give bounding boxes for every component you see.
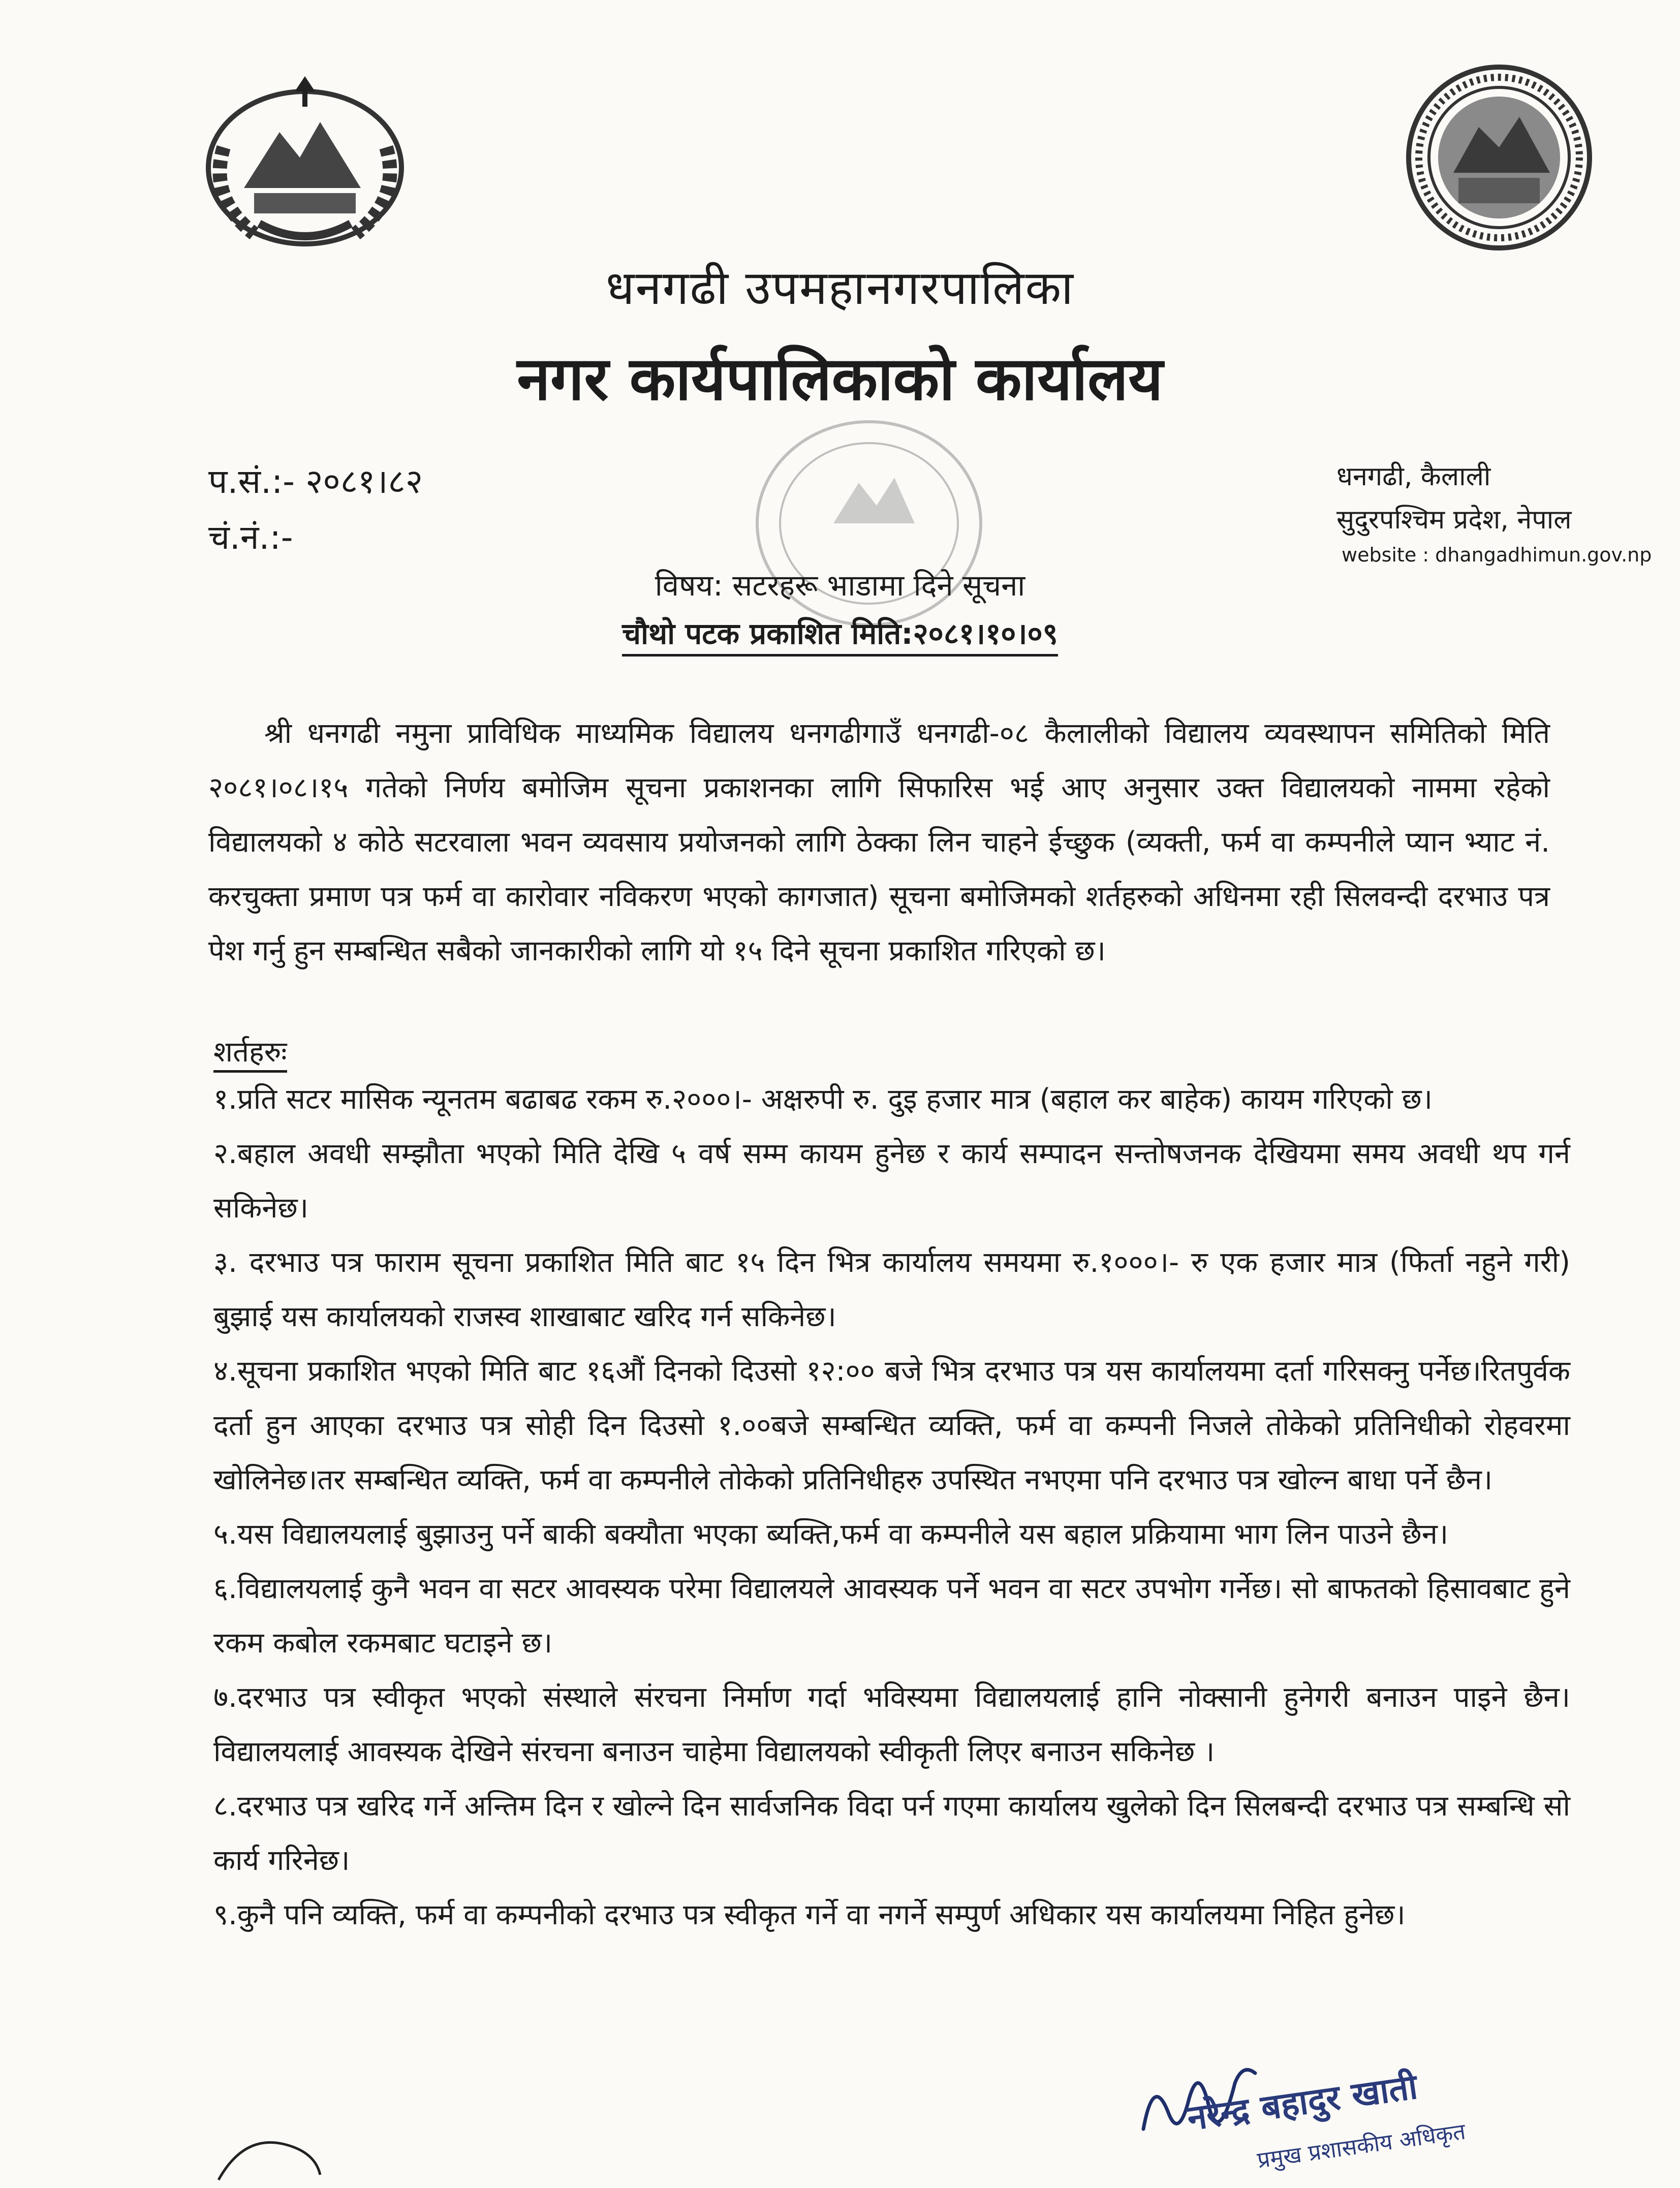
letter-number: प.सं.:- २०८१।८२ (208, 462, 423, 501)
condition-item: ७.दरभाउ पत्र स्वीकृत भएको संस्थाले संरचना निर्माण गर्दा भविस्यमा विद्यालयलाई हानि नोक्सानी हुनेगरी बनाउन पाइने छैन। विद्यालयलाई आवस्यक देखिने संरचना बनाउन चाहेमा विद्यालयको स्वीकृती लिएर बनाउन सकिनेछ । (213, 1681, 1570, 1768)
condition-item: ८.दरभाउ पत्र खरिद गर्ने अन्तिम दिन र खोल्ने दिन सार्वजनिक विदा पर्न गएमा कार्यालय खुलेको दिन सिलबन्दी दरभाउ पत्र सम्बन्धि सो कार्य गरिनेछ। (213, 1790, 1570, 1877)
address-line-1: धनगढी, कैलाली (1336, 461, 1491, 492)
municipality-name: धनगढी उपमहानगरपालिका (606, 261, 1074, 315)
intro-paragraph: श्री धनगढी नमुना प्राविधिक माध्यमिक विद्यालय धनगढीगाउँ धनगढी-०८ कैलालीको विद्यालय व्यवस्थापन समितिको मिति २०८१।०८।१५ गतेको निर्णय बमोजिम सूचना प्रकाशनका लागि सिफारिस भई आए अनुसार उक्त विद्यालयको नाममा रहेको विद्यालयको ४ कोठे सटरवाला भवन व्यवसाय प्रयोजनको लागि ठेक्का लिन चाहने ईच्छुक (व्यक्ती, फर्म वा कम्पनीले प्यान भ्याट नं. करचुक्ता प्रमाण पत्र फर्म वा कारोवार नविकरण भएको कागजात) सूचना बमोजिमको शर्तहरुको अधिनमा रही सिलवन्दी दरभाउ पत्र पेश गर्नु हुन सम्बन्धित सबैको जानकारीको लागि यो १५ दिने सूचना प्रकाशित गरिएको छ। (208, 717, 1550, 967)
condition-item: ६.विद्यालयलाई कुनै भवन वा सटर आवस्यक परेमा विद्यालयले आवस्यक पर्ने भवन वा सटर उपभोग गर्नेछ। सो बाफतको हिसावबाट हुने रकम कबोल रकमबाट घटाइने छ। (213, 1572, 1570, 1660)
office-name: नगर कार्यपालिकाको कार्यालय (517, 343, 1163, 414)
conditions-heading: शर्तहरुः (213, 1032, 287, 1073)
conditions-list (213, 1072, 1570, 1942)
condition-item: ५.यस विद्यालयलाई बुझाउनु पर्ने बाकी बक्यौता भएका ब्यक्ति,फर्म वा कम्पनीले यस बहाल प्रक्रियामा भाग लिन पाउने छैन। (213, 1518, 1449, 1551)
condition-item: ९.कुनै पनि व्यक्ति, फर्म वा कम्पनीको दरभाउ पत्र स्वीकृत गर्ने वा नगर्ने सम्पुर्ण अधिकार यस कार्यालयमा निहित हुनेछ। (213, 1898, 1406, 1931)
address-line-2: सुदुरपश्चिम प्रदेश, नेपाल (1336, 505, 1572, 535)
condition-item: ४.सूचना प्रकाशित भएको मिति बाट १६औं दिनको दिउसो १२:०० बजे भित्र दरभाउ पत्र यस कार्यालयमा दर्ता गरिसक्नु पर्नेछ।रितपुर्वक दर्ता हुन आएका दरभाउ पत्र सोही दिन दिउसो १.००बजे सम्बन्धित व्यक्ति, फर्म वा कम्पनी निजले तोकेको प्रतिनिधीको रोहवरमा खोलिनेछ।तर सम्बन्धित व्यक्ति, फर्म वा कम्पनीले तोकेको प्रतिनिधीहरु उपस्थित नभएमा पनि दरभाउ पत्र खोल्न बाधा पर्ने छैन। (213, 1355, 1570, 1496)
publication-date-text: चौथो पटक प्रकाशित मिति:२०८१।१०।०९ (622, 616, 1058, 657)
signatory-title: प्रमुख प्रशासकीय अधिकृत (1255, 2118, 1468, 2174)
condition-item: १.प्रति सटर मासिक न्यूनतम बढाबढ रकम रु.२०००।- अक्षरुपी रु. दुइ हजार मात्र (बहाल कर बाहेक) कायम गरिएको छ। (213, 1083, 1433, 1116)
website: website : dhangadhimun.gov.np (1342, 544, 1652, 566)
pen-mark-icon (213, 2124, 366, 2185)
signatory-name: नरेन्द्र बहादुर खाती (1185, 2067, 1420, 2139)
condition-item: ३. दरभाउ पत्र फाराम सूचना प्रकाशित मिति बाट १५ दिन भित्र कार्यालय समयमा रु.१०००।- रु एक हजार मात्र (फिर्ता नहुने गरी) बुझाई यस कार्यालयको राजस्व शाखाबाट खरिद गर्न सकिनेछ। (213, 1246, 1570, 1333)
condition-item: २.बहाल अवधी सम्झौता भएको मिति देखि ५ वर्ष सम्म कायम हुनेछ र कार्य सम्पादन सन्तोषजनक देखियमा समय अवधी थप गर्न सकिनेछ। (213, 1137, 1570, 1225)
notice-subject: विषय: सटरहरू भाडामा दिने सूचना (655, 568, 1025, 603)
publication-date (0, 612, 1680, 652)
dispatch-number: चं.नं.:- (208, 518, 293, 557)
municipality-logo-icon (1403, 61, 1596, 254)
nepal-government-emblem-icon (193, 71, 417, 254)
